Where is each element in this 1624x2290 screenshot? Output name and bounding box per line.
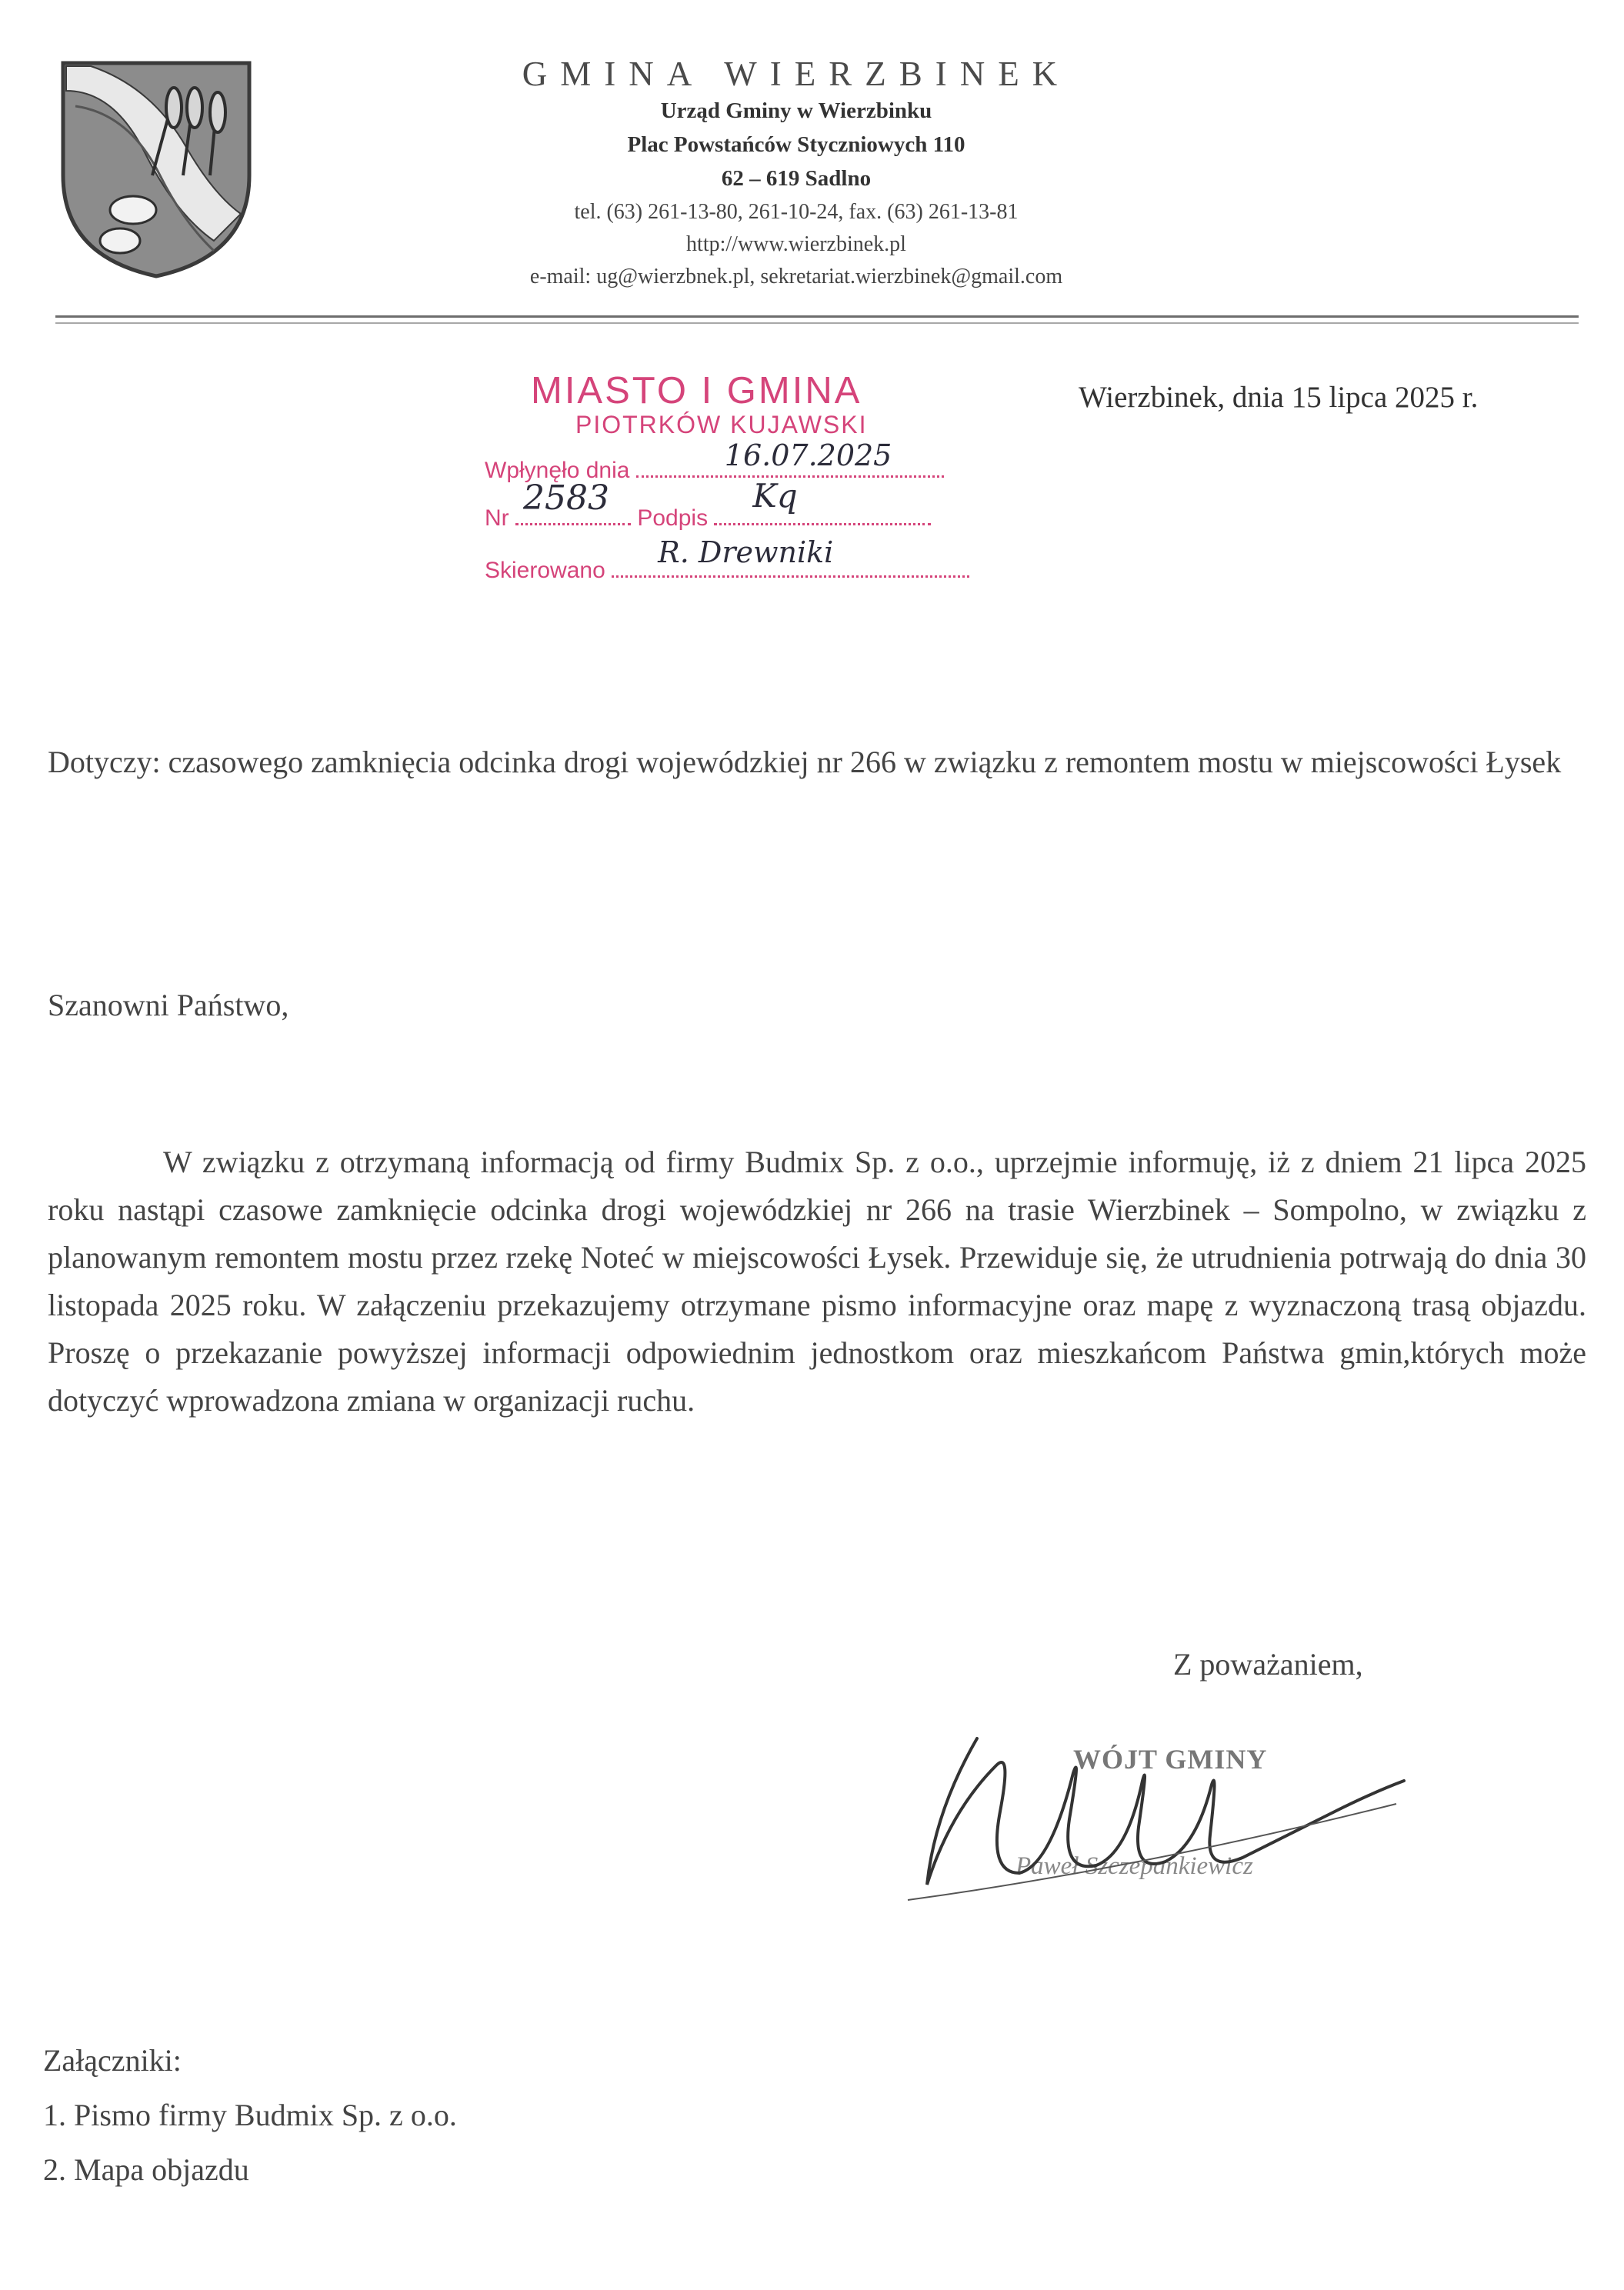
municipality-name: GMINA WIERZBINEK (522, 55, 1071, 93)
header-divider-thin (55, 322, 1579, 324)
handwritten-signature (904, 1719, 1427, 1904)
stamp-directed-field (612, 535, 969, 578)
signatory-name-stamp: Paweł Szczepankiewicz (1015, 1852, 1253, 1880)
stamp-number-label: Nr (485, 505, 509, 531)
office-name: Urząd Gminy w Wierzbinku (660, 98, 932, 123)
stamp-number-field (515, 478, 631, 525)
email: e-mail: ug@wierzbnek.pl, sekretariat.wierzbinek@gmail.com (529, 265, 1063, 288)
postal-code: 62 – 619 Sadlno (721, 166, 872, 191)
closing: Z poważaniem, (1173, 1647, 1363, 1682)
stamp-signature-field (714, 477, 931, 525)
stamp-directed-value: R. Drewniki (658, 535, 834, 569)
phone-fax: tel. (63) 261-13-80, 261-10-24, fax. (63) 261-13-81 (574, 200, 1019, 224)
attachment-item: 2. Mapa objazdu (43, 2152, 249, 2187)
stamp-subtitle: PIOTRKÓW KUJAWSKI (575, 411, 868, 438)
stamp-received-field (636, 438, 944, 478)
stamp-signature-value: Kq (752, 477, 798, 515)
stamp-signature-label: Podpis (637, 505, 709, 531)
header-divider (55, 315, 1579, 318)
office-address: Plac Powstańców Styczniowych 110 (627, 132, 965, 157)
attachment-item: 1. Pismo firmy Budmix Sp. z o.o. (43, 2098, 457, 2132)
stamp-number-row (485, 477, 931, 532)
stamp-title: MIASTO I GMINA (531, 370, 862, 412)
website: http://www.wierzbinek.pl (686, 232, 906, 256)
letter-body: W związku z otrzymaną informacją od firmy Budmix Sp. z o.o., uprzejmie informuję, iż z dniem 21 lipca 2025 roku nastąpi czasowe zamknięcie odcinka drogi wojewódzkiej nr 266 na trasie Wierzbinek – Sompolno, w związku z planowanym remontem mostu przez rzekę Noteć w miejscowości Łysek. Przewiduje się, że utrudnienia potrwają do dnia 30 listopada 2025 roku. W załączeniu przekazujemy otrzymane pismo informacyjne oraz mapę z wyznaczoną trasą objazdu. Proszę o przekazanie powyższej informacji odpowiednim jednostkom oraz mieszkańcom Państwa gmin,których może dotyczyć wprowadzona zmiana w organizacji ruchu. (48, 1145, 1586, 1418)
signatory-role-stamp: WÓJT GMINY (1073, 1744, 1268, 1775)
stamp-number-value: 2583 (523, 478, 609, 518)
letter-subject: Dotyczy: czasowego zamknięcia odcinka drogi wojewódzkiej nr 266 w związku z remontem mostu w miejscowości Łysek (48, 745, 1562, 779)
stamp-received-label: Wpłynęło dnia (485, 458, 630, 483)
date-line: Wierzbinek, dnia 15 lipca 2025 r. (1079, 381, 1479, 414)
stamp-directed-row (485, 535, 969, 584)
salutation: Szanowni Państwo, (48, 988, 289, 1022)
stamp-directed-label: Skierowano (485, 558, 605, 583)
stamp-received-value: 16.07.2025 (724, 438, 892, 472)
coat-of-arms-logo (60, 60, 252, 279)
attachments-title: Załączniki: (43, 2043, 182, 2078)
